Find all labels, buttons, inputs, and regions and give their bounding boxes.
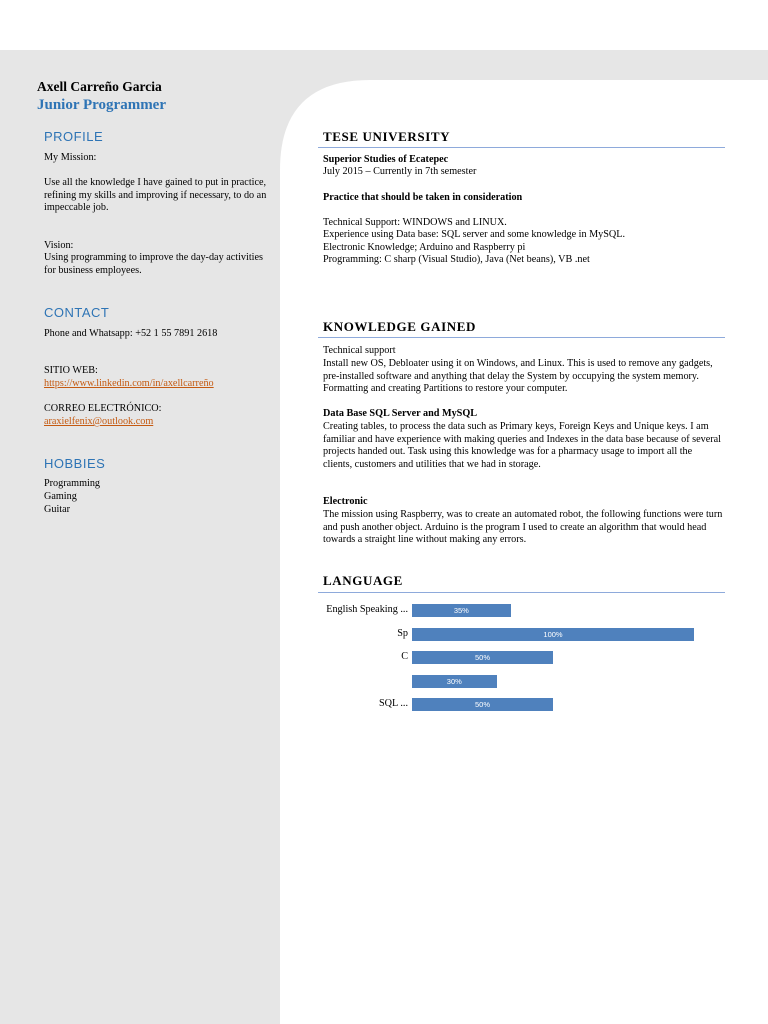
support-text: Install new OS, Debloater using it on Windows, and Linux. This is used to remove any gadgets, pre-installed software and anything that delay the System by occupying the system memory. Formatting and creating Partitions to restore your computer. (323, 358, 713, 395)
language-label: English Speaking ... (326, 604, 408, 615)
section-rule (318, 337, 725, 338)
electronic-title: Electronic (323, 496, 368, 507)
language-bar: 100% (412, 628, 694, 641)
contact-heading: CONTACT (44, 305, 110, 320)
knowledge-heading: KNOWLEDGE GAINED (323, 319, 476, 334)
candidate-name: Axell Carreño Garcia (37, 79, 162, 94)
phone-text: Phone and Whatsapp: +52 1 55 7891 2618 (44, 328, 218, 339)
mission-label: My Mission: (44, 152, 97, 163)
practice-line: Technical Support: WINDOWS and LINUX. (323, 217, 507, 228)
language-label: Sp (397, 628, 408, 639)
website-link[interactable]: https://www.linkedin.com/in/axellcarreño (44, 378, 214, 389)
practice-line: Experience using Data base: SQL server and some knowledge in MySQL. (323, 229, 626, 240)
practice-line: Programming: C sharp (Visual Studio), Java (Net beans), VB .net (323, 254, 590, 265)
website-label: SITIO WEB: (44, 365, 98, 376)
database-text: Creating tables, to process the data such as Primary keys, Foreign Keys and Unique keys. I am familiar and have experience with making queries and Indexes in the data base because of several projects handed out. Task using this knowledge was for a pharmacy usage to import all the clients, customers and utilities that we had in storage. (323, 421, 721, 470)
language-bar: 30% (412, 675, 497, 688)
hobbies-heading: HOBBIES (44, 456, 106, 471)
profile-heading: PROFILE (44, 129, 104, 144)
education-dates: July 2015 – Currently in 7th semester (323, 166, 477, 177)
email-label: CORREO ELECTRÓNICO: (44, 403, 162, 414)
language-label: C (401, 651, 408, 662)
section-rule (318, 592, 725, 593)
database-title: Data Base SQL Server and MySQL (323, 408, 478, 419)
language-heading: LANGUAGE (323, 573, 403, 588)
email-link[interactable]: araxielfenix@outlook.com (44, 416, 154, 427)
practice-line: Electronic Knowledge; Arduino and Raspberry pi (323, 242, 526, 253)
vision-text: Using programming to improve the day-day activities for business employees. (44, 252, 263, 276)
section-rule (318, 147, 725, 148)
language-bar: 50% (412, 651, 553, 664)
job-title: Junior Programmer (37, 97, 167, 113)
school-name: Superior Studies of Ecatepec (323, 154, 449, 165)
mission-text: Use all the knowledge I have gained to put in practice, refining my skills and improving if necessary, to do an impeccable job. (44, 177, 267, 214)
vision-label: Vision: (44, 240, 74, 251)
hobby-item: Programming (44, 478, 101, 489)
language-bar: 50% (412, 698, 553, 711)
practice-heading: Practice that should be taken in consideration (323, 192, 523, 203)
hobby-item: Gaming (44, 491, 77, 502)
electronic-text: The mission using Raspberry, was to create an automated robot, the following functions were turn and push another object. Arduino is the program I used to create an algorithm that would head towards a straight line without making any errors. (323, 509, 723, 546)
support-title: Technical support (323, 345, 396, 356)
language-label: SQL ... (378, 698, 408, 709)
language-bar: 35% (412, 604, 511, 617)
hobby-item: Guitar (44, 504, 71, 515)
education-heading: TESE UNIVERSITY (323, 129, 451, 144)
